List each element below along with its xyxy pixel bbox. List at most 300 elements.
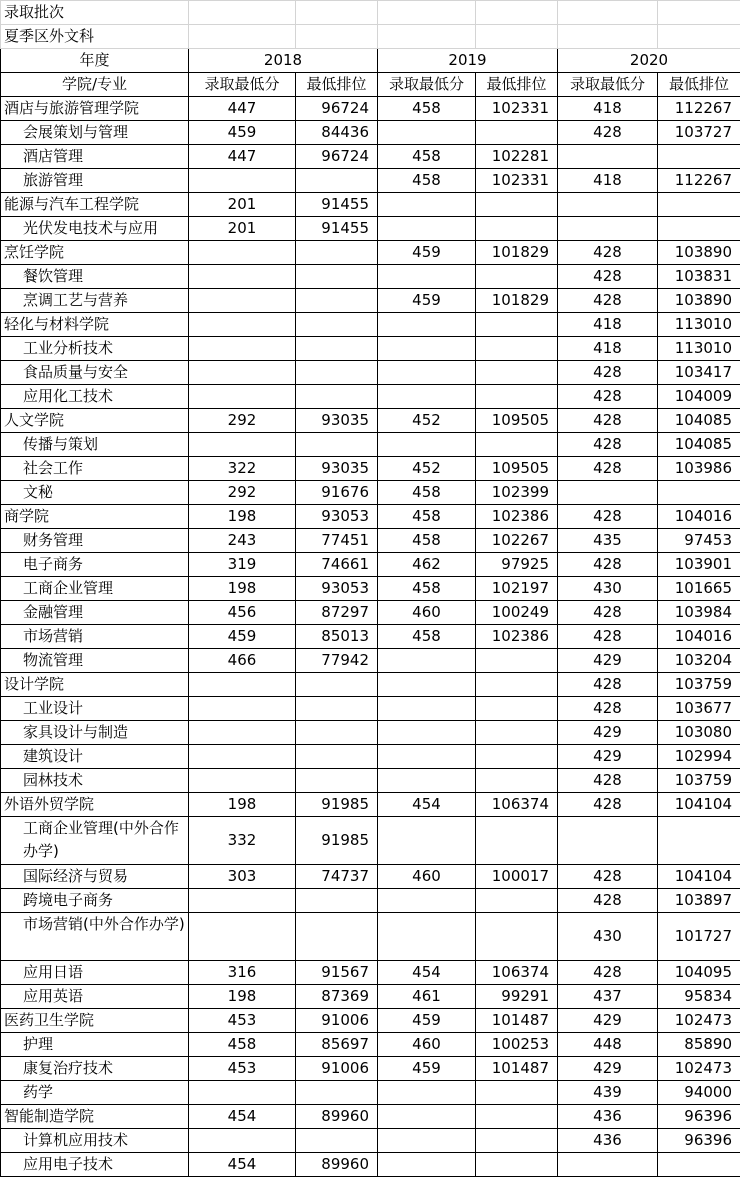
major-name-cell[interactable]: 护理 (1, 1033, 189, 1057)
major-name-cell[interactable]: 会展策划与管理 (1, 121, 189, 145)
major-name-cell[interactable]: 传播与策划 (1, 433, 189, 457)
major-name-cell[interactable]: 药学 (1, 1081, 189, 1105)
year-label[interactable]: 年度 (1, 49, 189, 73)
min-rank-2018-cell[interactable] (296, 745, 378, 769)
min-score-2019-cell[interactable]: 458 (378, 529, 476, 553)
min-score-2018-cell[interactable]: 201 (189, 217, 296, 241)
min-score-2018-cell[interactable]: 459 (189, 121, 296, 145)
min-score-2018-cell[interactable] (189, 241, 296, 265)
major-name-cell[interactable]: 工业分析技术 (1, 337, 189, 361)
min-rank-2018-cell[interactable] (296, 337, 378, 361)
major-name-cell[interactable]: 建筑设计 (1, 745, 189, 769)
min-rank-2019-cell[interactable]: 100017 (476, 865, 558, 889)
min-score-2019-cell[interactable]: 458 (378, 505, 476, 529)
min-rank-header-2018[interactable]: 最低排位 (296, 73, 378, 97)
min-score-2018-cell[interactable] (189, 289, 296, 313)
min-rank-2019-cell[interactable] (476, 217, 558, 241)
min-score-2019-cell[interactable] (378, 217, 476, 241)
min-rank-2018-cell[interactable]: 84436 (296, 121, 378, 145)
min-score-2019-cell[interactable]: 458 (378, 625, 476, 649)
min-score-2018-cell[interactable]: 201 (189, 193, 296, 217)
college-name-cell[interactable]: 医药卫生学院 (1, 1009, 189, 1033)
min-rank-2019-cell[interactable]: 102331 (476, 169, 558, 193)
min-rank-2019-cell[interactable]: 101829 (476, 241, 558, 265)
min-rank-2020-cell[interactable]: 104085 (658, 433, 740, 457)
batch-label[interactable]: 录取批次 (1, 1, 189, 25)
min-score-2018-cell[interactable] (189, 265, 296, 289)
min-rank-2019-cell[interactable] (476, 385, 558, 409)
min-rank-2020-cell[interactable] (658, 217, 740, 241)
min-score-2018-cell[interactable] (189, 313, 296, 337)
min-rank-2020-cell[interactable]: 112267 (658, 169, 740, 193)
min-score-2018-cell[interactable] (189, 385, 296, 409)
min-rank-2020-cell[interactable]: 104009 (658, 385, 740, 409)
min-score-2018-cell[interactable]: 292 (189, 409, 296, 433)
min-score-2020-cell[interactable]: 428 (558, 289, 658, 313)
min-score-2020-cell[interactable]: 429 (558, 721, 658, 745)
min-score-2019-cell[interactable] (378, 1105, 476, 1129)
min-rank-2020-cell[interactable]: 103417 (658, 361, 740, 385)
major-name-cell[interactable]: 市场营销(中外合作办学) (1, 913, 189, 961)
min-score-2018-cell[interactable] (189, 1129, 296, 1153)
min-rank-2019-cell[interactable]: 102267 (476, 529, 558, 553)
min-rank-2019-cell[interactable]: 102386 (476, 625, 558, 649)
min-rank-2018-cell[interactable]: 89960 (296, 1105, 378, 1129)
min-score-2019-cell[interactable] (378, 1153, 476, 1177)
college-name-cell[interactable]: 设计学院 (1, 673, 189, 697)
min-score-2018-cell[interactable] (189, 889, 296, 913)
min-score-2018-cell[interactable]: 319 (189, 553, 296, 577)
min-rank-2019-cell[interactable] (476, 1153, 558, 1177)
min-rank-2019-cell[interactable]: 109505 (476, 457, 558, 481)
min-score-header-2018[interactable]: 录取最低分 (189, 73, 296, 97)
min-rank-2019-cell[interactable]: 100253 (476, 1033, 558, 1057)
min-rank-2019-cell[interactable] (476, 361, 558, 385)
min-score-2019-cell[interactable]: 459 (378, 289, 476, 313)
min-rank-2020-cell[interactable]: 103890 (658, 289, 740, 313)
min-score-2020-cell[interactable]: 428 (558, 961, 658, 985)
min-score-2020-cell[interactable]: 428 (558, 241, 658, 265)
min-score-2020-cell[interactable]: 429 (558, 1057, 658, 1081)
min-rank-2020-cell[interactable] (658, 145, 740, 169)
major-name-cell[interactable]: 金融管理 (1, 601, 189, 625)
min-rank-2019-cell[interactable] (476, 913, 558, 961)
min-score-2019-cell[interactable] (378, 673, 476, 697)
min-score-2018-cell[interactable]: 292 (189, 481, 296, 505)
major-name-cell[interactable]: 家具设计与制造 (1, 721, 189, 745)
min-score-2019-cell[interactable]: 458 (378, 577, 476, 601)
min-rank-2020-cell[interactable]: 96396 (658, 1105, 740, 1129)
min-score-2019-cell[interactable]: 460 (378, 865, 476, 889)
major-name-cell[interactable]: 市场营销 (1, 625, 189, 649)
min-rank-2019-cell[interactable]: 97925 (476, 553, 558, 577)
min-rank-2020-cell[interactable]: 113010 (658, 313, 740, 337)
min-score-2019-cell[interactable] (378, 193, 476, 217)
min-score-2019-cell[interactable] (378, 433, 476, 457)
min-rank-2020-cell[interactable]: 96396 (658, 1129, 740, 1153)
major-name-cell[interactable]: 旅游管理 (1, 169, 189, 193)
min-rank-2020-cell[interactable]: 103727 (658, 121, 740, 145)
min-rank-2019-cell[interactable]: 102331 (476, 97, 558, 121)
min-rank-2018-cell[interactable]: 87297 (296, 601, 378, 625)
min-score-2020-cell[interactable]: 418 (558, 97, 658, 121)
min-score-2018-cell[interactable]: 459 (189, 625, 296, 649)
min-score-2019-cell[interactable]: 461 (378, 985, 476, 1009)
min-rank-2018-cell[interactable]: 91567 (296, 961, 378, 985)
min-score-2020-cell[interactable]: 439 (558, 1081, 658, 1105)
major-name-cell[interactable]: 财务管理 (1, 529, 189, 553)
college-name-cell[interactable]: 能源与汽车工程学院 (1, 193, 189, 217)
min-score-2020-cell[interactable]: 428 (558, 889, 658, 913)
major-name-cell[interactable]: 应用化工技术 (1, 385, 189, 409)
min-score-2018-cell[interactable]: 458 (189, 1033, 296, 1057)
min-score-2018-cell[interactable]: 198 (189, 793, 296, 817)
min-score-2020-cell[interactable]: 428 (558, 673, 658, 697)
min-score-2020-cell[interactable]: 428 (558, 361, 658, 385)
min-rank-2018-cell[interactable] (296, 889, 378, 913)
major-name-cell[interactable]: 应用日语 (1, 961, 189, 985)
min-score-2020-cell[interactable]: 429 (558, 649, 658, 673)
min-rank-2019-cell[interactable]: 101487 (476, 1009, 558, 1033)
min-rank-2019-cell[interactable]: 102386 (476, 505, 558, 529)
min-rank-2018-cell[interactable] (296, 721, 378, 745)
min-score-2019-cell[interactable]: 454 (378, 961, 476, 985)
min-score-2019-cell[interactable] (378, 313, 476, 337)
min-score-2018-cell[interactable] (189, 673, 296, 697)
min-score-2019-cell[interactable] (378, 721, 476, 745)
min-rank-2018-cell[interactable]: 96724 (296, 97, 378, 121)
min-score-2020-cell[interactable]: 430 (558, 913, 658, 961)
major-name-cell[interactable]: 跨境电子商务 (1, 889, 189, 913)
min-score-2019-cell[interactable] (378, 817, 476, 865)
major-name-cell[interactable]: 应用电子技术 (1, 1153, 189, 1177)
min-score-2020-cell[interactable] (558, 217, 658, 241)
min-score-2020-cell[interactable]: 428 (558, 121, 658, 145)
min-rank-2019-cell[interactable] (476, 1081, 558, 1105)
min-rank-2020-cell[interactable]: 103831 (658, 265, 740, 289)
min-rank-2020-cell[interactable]: 103080 (658, 721, 740, 745)
major-name-cell[interactable]: 光伏发电技术与应用 (1, 217, 189, 241)
min-score-2020-cell[interactable]: 430 (558, 577, 658, 601)
min-score-2018-cell[interactable]: 243 (189, 529, 296, 553)
min-rank-2018-cell[interactable]: 87369 (296, 985, 378, 1009)
min-rank-2020-cell[interactable]: 104085 (658, 409, 740, 433)
min-rank-2019-cell[interactable] (476, 337, 558, 361)
min-rank-2019-cell[interactable] (476, 673, 558, 697)
min-rank-2018-cell[interactable] (296, 673, 378, 697)
min-rank-2018-cell[interactable]: 91455 (296, 193, 378, 217)
min-rank-2019-cell[interactable]: 101487 (476, 1057, 558, 1081)
major-name-cell[interactable]: 食品质量与安全 (1, 361, 189, 385)
min-score-2018-cell[interactable]: 332 (189, 817, 296, 865)
min-rank-2020-cell[interactable] (658, 193, 740, 217)
min-score-2020-cell[interactable]: 428 (558, 793, 658, 817)
min-rank-2019-cell[interactable] (476, 265, 558, 289)
min-score-2018-cell[interactable] (189, 913, 296, 961)
college-name-cell[interactable]: 轻化与材料学院 (1, 313, 189, 337)
min-rank-2020-cell[interactable]: 103901 (658, 553, 740, 577)
min-rank-2018-cell[interactable] (296, 385, 378, 409)
min-score-2019-cell[interactable]: 458 (378, 169, 476, 193)
min-score-2019-cell[interactable] (378, 1081, 476, 1105)
min-score-2019-cell[interactable]: 452 (378, 457, 476, 481)
min-score-2020-cell[interactable]: 428 (558, 625, 658, 649)
min-score-2018-cell[interactable]: 453 (189, 1057, 296, 1081)
min-rank-2020-cell[interactable]: 104095 (658, 961, 740, 985)
min-score-2019-cell[interactable]: 460 (378, 1033, 476, 1057)
min-rank-2019-cell[interactable]: 106374 (476, 793, 558, 817)
major-name-cell[interactable]: 烹调工艺与营养 (1, 289, 189, 313)
major-name-cell[interactable]: 电子商务 (1, 553, 189, 577)
min-rank-2019-cell[interactable] (476, 1129, 558, 1153)
min-rank-2018-cell[interactable] (296, 265, 378, 289)
min-score-2019-cell[interactable] (378, 769, 476, 793)
min-score-2018-cell[interactable]: 456 (189, 601, 296, 625)
min-score-2020-cell[interactable]: 418 (558, 337, 658, 361)
min-rank-2020-cell[interactable]: 104016 (658, 505, 740, 529)
min-score-2019-cell[interactable] (378, 697, 476, 721)
min-score-2020-cell[interactable] (558, 817, 658, 865)
min-score-header-2020[interactable]: 录取最低分 (558, 73, 658, 97)
min-rank-2018-cell[interactable] (296, 769, 378, 793)
min-rank-2018-cell[interactable]: 89960 (296, 1153, 378, 1177)
category-label[interactable]: 夏季区外文科 (1, 25, 189, 49)
min-rank-2020-cell[interactable]: 101727 (658, 913, 740, 961)
min-rank-2018-cell[interactable]: 93053 (296, 505, 378, 529)
min-rank-2019-cell[interactable] (476, 889, 558, 913)
min-rank-2019-cell[interactable] (476, 721, 558, 745)
min-score-2019-cell[interactable]: 462 (378, 553, 476, 577)
min-score-2020-cell[interactable]: 428 (558, 385, 658, 409)
min-rank-2019-cell[interactable] (476, 1105, 558, 1129)
min-score-2020-cell[interactable]: 428 (558, 601, 658, 625)
min-rank-2018-cell[interactable] (296, 913, 378, 961)
min-rank-2020-cell[interactable] (658, 1153, 740, 1177)
min-rank-2018-cell[interactable]: 96724 (296, 145, 378, 169)
min-score-2019-cell[interactable] (378, 361, 476, 385)
major-name-cell[interactable]: 工业设计 (1, 697, 189, 721)
min-score-2018-cell[interactable]: 198 (189, 985, 296, 1009)
min-score-2019-cell[interactable]: 458 (378, 97, 476, 121)
min-score-2018-cell[interactable]: 447 (189, 145, 296, 169)
college-name-cell[interactable]: 外语外贸学院 (1, 793, 189, 817)
min-score-2018-cell[interactable]: 198 (189, 505, 296, 529)
min-rank-2018-cell[interactable]: 93035 (296, 409, 378, 433)
min-score-2020-cell[interactable] (558, 193, 658, 217)
min-score-2019-cell[interactable]: 459 (378, 1009, 476, 1033)
min-rank-2019-cell[interactable] (476, 697, 558, 721)
min-rank-2020-cell[interactable]: 112267 (658, 97, 740, 121)
major-name-cell[interactable]: 酒店管理 (1, 145, 189, 169)
min-score-2020-cell[interactable]: 435 (558, 529, 658, 553)
min-score-2018-cell[interactable]: 453 (189, 1009, 296, 1033)
min-rank-2018-cell[interactable] (296, 289, 378, 313)
min-score-2018-cell[interactable] (189, 337, 296, 361)
min-score-2018-cell[interactable] (189, 169, 296, 193)
min-score-2020-cell[interactable] (558, 145, 658, 169)
min-rank-2019-cell[interactable] (476, 193, 558, 217)
min-score-2020-cell[interactable]: 428 (558, 769, 658, 793)
min-score-2019-cell[interactable]: 454 (378, 793, 476, 817)
major-name-cell[interactable]: 社会工作 (1, 457, 189, 481)
min-rank-2020-cell[interactable]: 102994 (658, 745, 740, 769)
min-rank-2018-cell[interactable]: 91676 (296, 481, 378, 505)
min-score-2018-cell[interactable] (189, 721, 296, 745)
min-score-2018-cell[interactable]: 454 (189, 1153, 296, 1177)
min-rank-2018-cell[interactable] (296, 313, 378, 337)
major-name-cell[interactable]: 国际经济与贸易 (1, 865, 189, 889)
min-rank-2020-cell[interactable] (658, 481, 740, 505)
min-score-header-2019[interactable]: 录取最低分 (378, 73, 476, 97)
min-rank-2019-cell[interactable]: 102399 (476, 481, 558, 505)
min-score-2018-cell[interactable]: 466 (189, 649, 296, 673)
min-rank-2020-cell[interactable]: 102473 (658, 1057, 740, 1081)
min-rank-2020-cell[interactable]: 103204 (658, 649, 740, 673)
min-rank-2020-cell[interactable]: 103759 (658, 769, 740, 793)
min-rank-2018-cell[interactable]: 91006 (296, 1009, 378, 1033)
min-rank-2019-cell[interactable] (476, 745, 558, 769)
min-score-2018-cell[interactable]: 316 (189, 961, 296, 985)
major-name-cell[interactable]: 康复治疗技术 (1, 1057, 189, 1081)
min-score-2018-cell[interactable] (189, 697, 296, 721)
min-rank-2019-cell[interactable] (476, 121, 558, 145)
min-rank-2020-cell[interactable]: 104104 (658, 793, 740, 817)
min-rank-2020-cell[interactable]: 95834 (658, 985, 740, 1009)
min-score-2019-cell[interactable]: 459 (378, 241, 476, 265)
min-score-2019-cell[interactable] (378, 745, 476, 769)
min-rank-2020-cell[interactable]: 103897 (658, 889, 740, 913)
min-score-2020-cell[interactable]: 428 (558, 457, 658, 481)
min-rank-2019-cell[interactable]: 100249 (476, 601, 558, 625)
year-2020[interactable]: 2020 (558, 49, 740, 73)
min-score-2020-cell[interactable]: 428 (558, 865, 658, 889)
min-rank-2019-cell[interactable]: 106374 (476, 961, 558, 985)
min-rank-2019-cell[interactable] (476, 769, 558, 793)
min-rank-2020-cell[interactable] (658, 817, 740, 865)
min-rank-header-2019[interactable]: 最低排位 (476, 73, 558, 97)
min-rank-2020-cell[interactable]: 103984 (658, 601, 740, 625)
min-rank-2018-cell[interactable]: 77451 (296, 529, 378, 553)
min-rank-2020-cell[interactable]: 103890 (658, 241, 740, 265)
college-name-cell[interactable]: 商学院 (1, 505, 189, 529)
min-score-2018-cell[interactable] (189, 769, 296, 793)
min-rank-2018-cell[interactable]: 77942 (296, 649, 378, 673)
major-name-cell[interactable]: 工商企业管理(中外合作办学) (1, 817, 189, 865)
min-score-2020-cell[interactable] (558, 1153, 658, 1177)
min-rank-2018-cell[interactable] (296, 241, 378, 265)
college-name-cell[interactable]: 烹饪学院 (1, 241, 189, 265)
min-rank-2020-cell[interactable]: 113010 (658, 337, 740, 361)
min-score-2020-cell[interactable]: 448 (558, 1033, 658, 1057)
min-score-2020-cell[interactable]: 437 (558, 985, 658, 1009)
min-score-2019-cell[interactable] (378, 889, 476, 913)
min-score-2019-cell[interactable]: 458 (378, 481, 476, 505)
min-rank-2018-cell[interactable]: 74737 (296, 865, 378, 889)
min-score-2020-cell[interactable]: 428 (558, 505, 658, 529)
college-name-cell[interactable]: 酒店与旅游管理学院 (1, 97, 189, 121)
min-rank-2019-cell[interactable]: 102197 (476, 577, 558, 601)
min-rank-2019-cell[interactable] (476, 313, 558, 337)
min-rank-2018-cell[interactable]: 85697 (296, 1033, 378, 1057)
min-rank-2020-cell[interactable]: 104016 (658, 625, 740, 649)
min-rank-2020-cell[interactable]: 103759 (658, 673, 740, 697)
min-rank-2018-cell[interactable]: 91985 (296, 793, 378, 817)
min-score-2019-cell[interactable] (378, 121, 476, 145)
min-score-2020-cell[interactable]: 429 (558, 745, 658, 769)
min-rank-2018-cell[interactable] (296, 1081, 378, 1105)
min-rank-2018-cell[interactable]: 85013 (296, 625, 378, 649)
min-rank-2018-cell[interactable]: 91985 (296, 817, 378, 865)
min-rank-2020-cell[interactable]: 104104 (658, 865, 740, 889)
major-name-cell[interactable]: 应用英语 (1, 985, 189, 1009)
min-rank-2018-cell[interactable]: 93053 (296, 577, 378, 601)
min-score-2018-cell[interactable] (189, 1081, 296, 1105)
min-score-2019-cell[interactable] (378, 337, 476, 361)
min-score-2020-cell[interactable]: 428 (558, 433, 658, 457)
college-name-cell[interactable]: 智能制造学院 (1, 1105, 189, 1129)
min-rank-2020-cell[interactable]: 103677 (658, 697, 740, 721)
min-score-2019-cell[interactable] (378, 385, 476, 409)
min-score-2020-cell[interactable] (558, 481, 658, 505)
min-score-2020-cell[interactable]: 428 (558, 553, 658, 577)
min-score-2019-cell[interactable] (378, 265, 476, 289)
min-rank-2018-cell[interactable] (296, 433, 378, 457)
min-rank-2019-cell[interactable]: 101829 (476, 289, 558, 313)
min-score-2019-cell[interactable] (378, 1129, 476, 1153)
min-score-2019-cell[interactable]: 459 (378, 1057, 476, 1081)
year-2018[interactable]: 2018 (189, 49, 378, 73)
min-score-2020-cell[interactable]: 428 (558, 265, 658, 289)
min-score-2020-cell[interactable]: 436 (558, 1105, 658, 1129)
min-rank-2019-cell[interactable] (476, 433, 558, 457)
min-rank-2019-cell[interactable] (476, 649, 558, 673)
min-rank-2019-cell[interactable]: 109505 (476, 409, 558, 433)
min-rank-2019-cell[interactable] (476, 817, 558, 865)
major-name-cell[interactable]: 餐饮管理 (1, 265, 189, 289)
min-rank-2020-cell[interactable]: 85890 (658, 1033, 740, 1057)
college-major-header[interactable]: 学院/专业 (1, 73, 189, 97)
min-score-2018-cell[interactable] (189, 361, 296, 385)
min-score-2019-cell[interactable] (378, 649, 476, 673)
min-rank-2018-cell[interactable]: 91006 (296, 1057, 378, 1081)
min-rank-2020-cell[interactable]: 103986 (658, 457, 740, 481)
college-name-cell[interactable]: 人文学院 (1, 409, 189, 433)
min-rank-2018-cell[interactable] (296, 1129, 378, 1153)
min-score-2020-cell[interactable]: 418 (558, 313, 658, 337)
min-score-2019-cell[interactable]: 458 (378, 145, 476, 169)
min-score-2020-cell[interactable]: 428 (558, 697, 658, 721)
min-rank-header-2020[interactable]: 最低排位 (658, 73, 740, 97)
year-2019[interactable]: 2019 (378, 49, 558, 73)
min-score-2018-cell[interactable]: 198 (189, 577, 296, 601)
min-rank-2018-cell[interactable] (296, 169, 378, 193)
min-score-2018-cell[interactable]: 454 (189, 1105, 296, 1129)
min-score-2020-cell[interactable]: 429 (558, 1009, 658, 1033)
min-rank-2018-cell[interactable] (296, 361, 378, 385)
min-score-2019-cell[interactable]: 460 (378, 601, 476, 625)
major-name-cell[interactable]: 文秘 (1, 481, 189, 505)
min-rank-2018-cell[interactable]: 74661 (296, 553, 378, 577)
min-rank-2018-cell[interactable]: 93035 (296, 457, 378, 481)
min-rank-2018-cell[interactable] (296, 697, 378, 721)
min-score-2018-cell[interactable] (189, 745, 296, 769)
min-rank-2018-cell[interactable]: 91455 (296, 217, 378, 241)
min-score-2018-cell[interactable] (189, 433, 296, 457)
min-score-2018-cell[interactable]: 322 (189, 457, 296, 481)
min-rank-2020-cell[interactable]: 101665 (658, 577, 740, 601)
min-score-2020-cell[interactable]: 418 (558, 169, 658, 193)
min-rank-2019-cell[interactable]: 102281 (476, 145, 558, 169)
